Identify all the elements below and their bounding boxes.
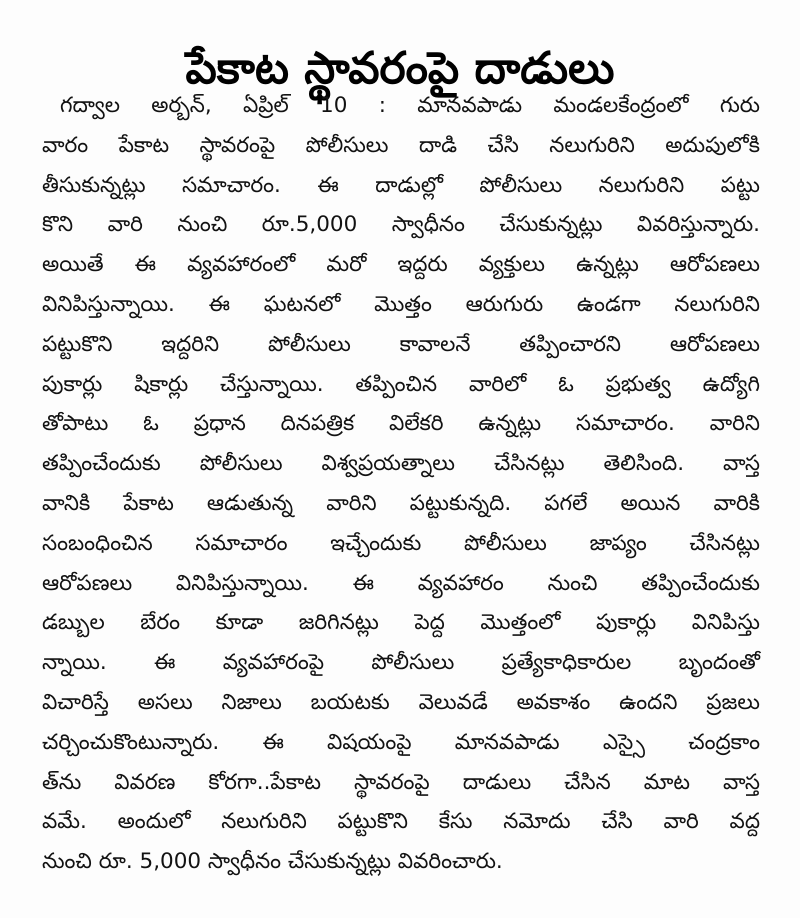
article-line: వానికి పేకాట ఆడుతున్న వారిని పట్టుకున్నది. పగలే అయిన వారికి — [42, 490, 760, 516]
article-line: సంబంధించిన సమాచారం ఇచ్చేందుకు పోలీసులు జాప్యం చేసినట్లు — [42, 530, 760, 556]
article-line: తప్పించేందుకు పోలీసులు విశ్వప్రయత్నాలు చేసినట్లు తెలిసింది. వాస్త — [42, 451, 760, 477]
article-line: కొని వారి నుంచి రూ.5,000 స్వాధీనం చేసుకున్నట్లు వివరిస్తున్నారు. — [42, 212, 760, 238]
article-line: తోపాటు ఓ ప్రధాన దినపత్రిక విలేకరి ఉన్నట్లు సమాచారం. వారిని — [42, 411, 760, 437]
article-line: పట్టుకొని ఇద్దరిని పోలీసులు కావాలనే తప్పించారని ఆరోపణలు — [42, 331, 760, 357]
article-line: వినిపిస్తున్నాయి. ఈ ఘటనలో మొత్తం ఆరుగురు ఉండగా నలుగురిని — [42, 291, 760, 317]
article-line: త్‌ను వివరణ కోరగా..పేకాట స్థావరంపై దాడులు చేసిన మాట వాస్త — [42, 769, 760, 795]
article-line: అయితే ఈ వ్యవహారంలో మరో ఇద్దరు వ్యక్తులు ఉన్నట్లు ఆరోపణలు — [42, 252, 760, 278]
article-line: న్నాయి. ఈ వ్యవహారంపై పోలీసులు ప్రత్యేకాధికారుల బృందంతో — [42, 650, 760, 676]
article-line: గద్వాల అర్బన్, ఏప్రిల్ 10 : మానవపాడు మండలకేంద్రంలో గురు — [60, 93, 760, 118]
article-body — [42, 86, 760, 882]
article-line: ఆరోపణలు వినిపిస్తున్నాయి. ఈ వ్యవహారం నుంచి తప్పించేందుకు — [42, 570, 760, 596]
article-line: వారం పేకాట స్థావరంపై పోలీసులు దాడి చేసి నలుగురిని అదుపులోకి — [42, 132, 760, 158]
article-line: వమే. అందులో నలుగురిని పట్టుకొని కేసు నమోదు చేసి వారి వద్ద — [42, 809, 760, 835]
article-line: చర్చించుకొంటున్నారు. ఈ విషయంపై మానవపాడు ఎస్సై చంద్రకాం — [42, 729, 760, 755]
article-line: తీసుకున్నట్లు సమాచారం. ఈ దాడుల్లో పోలీసులు నలుగురిని పట్టు — [42, 172, 760, 198]
article-line: పుకార్లు షికార్లు చేస్తున్నాయి. తప్పించిన వారిలో ఓ ప్రభుత్వ ఉద్యోగి — [42, 371, 760, 397]
article-line: నుంచి రూ. 5,000 స్వాధీనం చేసుకున్నట్లు వివరించారు. — [42, 849, 503, 875]
article-line: విచారిస్తే అసలు నిజాలు బయటకు వెలువడే అవకాశం ఉందని ప్రజలు — [42, 689, 760, 715]
headline: పేకాట స్థావరంపై దాడులు — [185, 43, 615, 95]
article-line: డబ్బుల బేరం కూడా జరిగినట్లు పెద్ద మొత్తంలో పుకార్లు వినిపిస్తు — [42, 610, 760, 636]
